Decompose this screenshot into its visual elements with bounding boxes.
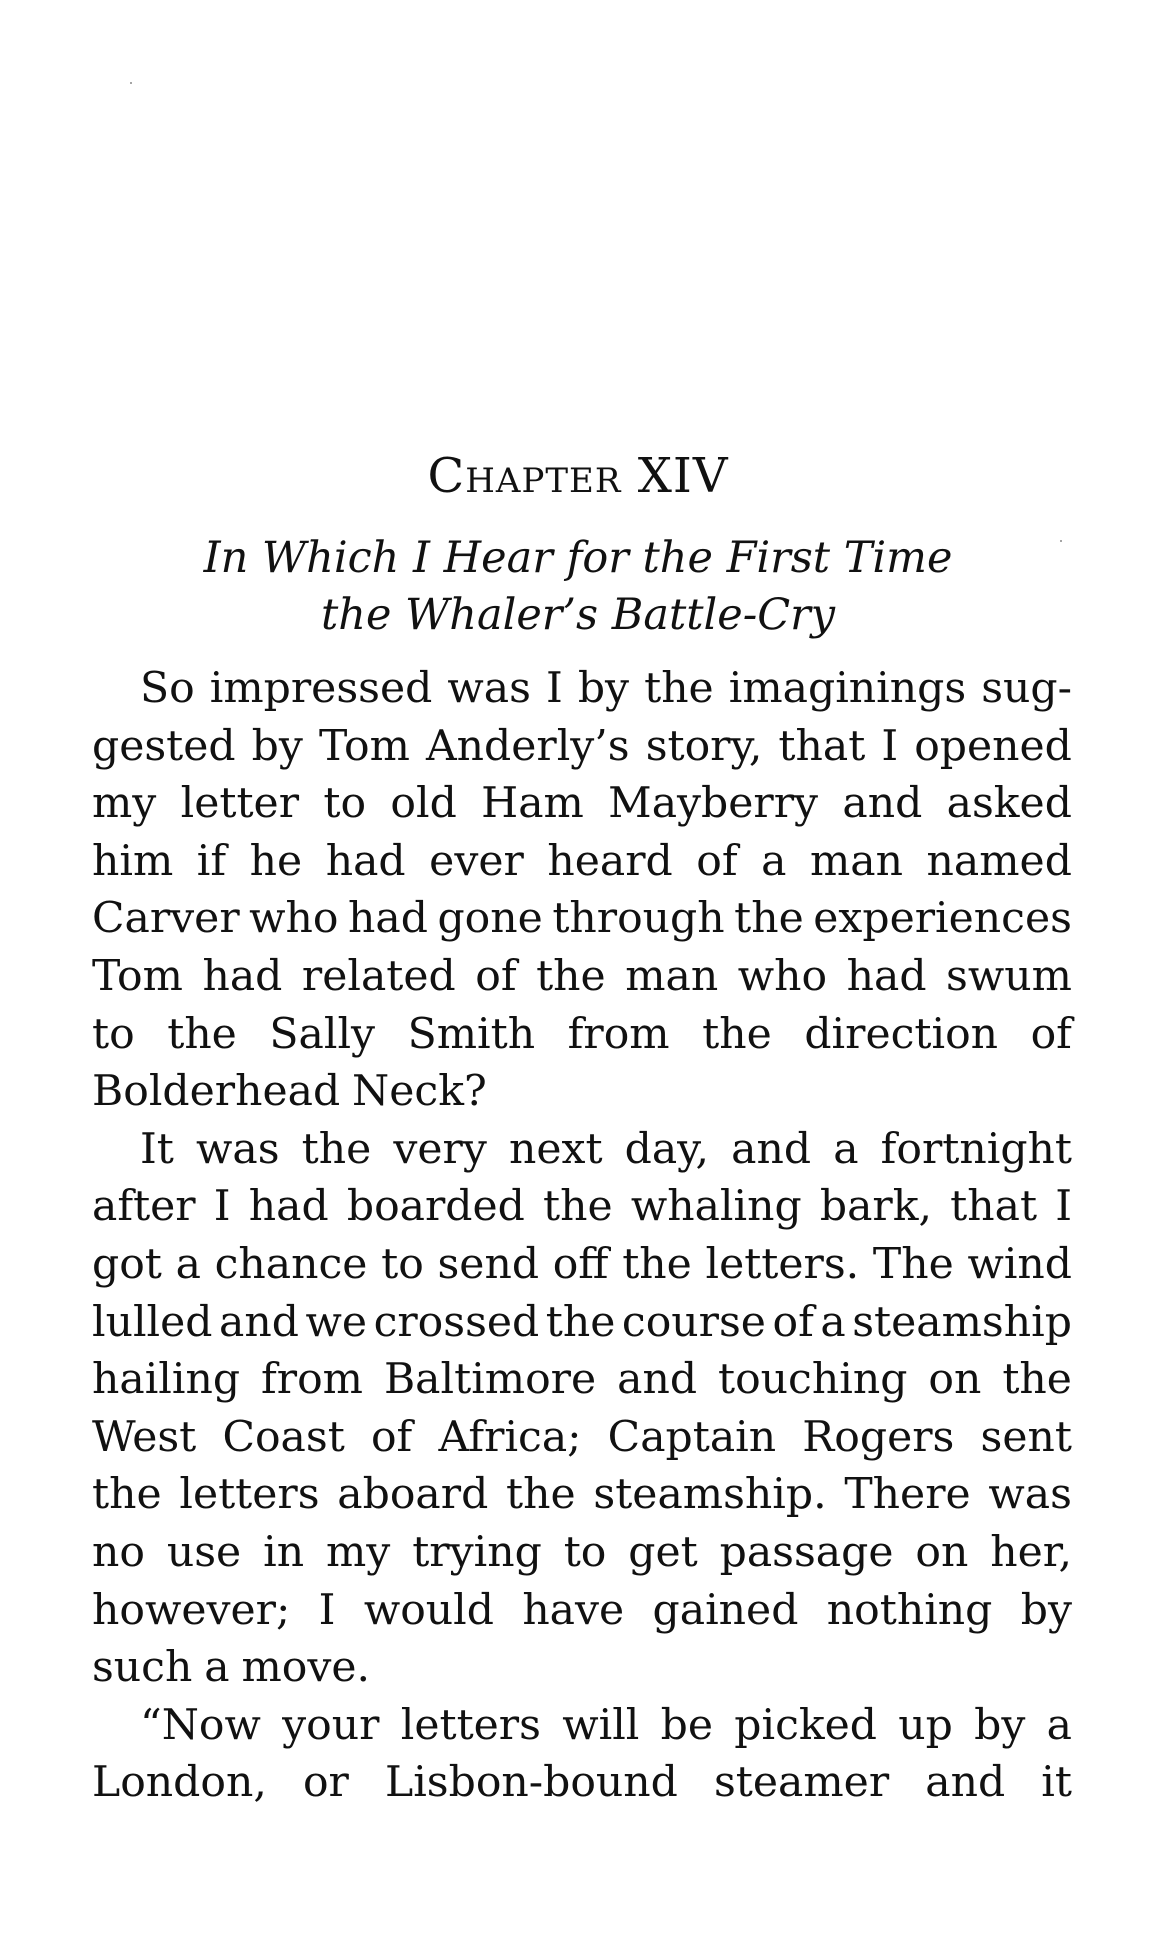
text-line (92, 1754, 1072, 1812)
word: be (660, 1700, 714, 1750)
word: very (393, 1124, 487, 1174)
word: letter (180, 779, 300, 829)
text-line (92, 718, 1072, 776)
word: man (810, 836, 904, 886)
text-line (92, 1236, 1072, 1294)
word: Baltimore (383, 1355, 597, 1405)
chapter-subtitle (0, 530, 1156, 644)
word: Smith (407, 1009, 536, 1059)
word: the (1002, 1355, 1072, 1405)
word: that (778, 721, 866, 771)
word: ever (429, 836, 524, 886)
word: was (195, 1124, 280, 1174)
word: old (390, 779, 457, 829)
text-line (92, 660, 1072, 718)
word: a (204, 1643, 230, 1693)
word: he (249, 836, 303, 886)
word: gone (437, 894, 543, 944)
word: send (437, 1239, 540, 1289)
word: direction (804, 1009, 999, 1059)
word: I (881, 721, 899, 771)
text-line (92, 1178, 1072, 1236)
word: however; (92, 1585, 291, 1635)
word: Captain (607, 1412, 777, 1462)
word: It (140, 1124, 174, 1174)
text-line (92, 948, 1072, 1006)
word: after (92, 1182, 196, 1232)
word: the (536, 951, 606, 1001)
word: the (702, 1009, 772, 1059)
word: a (1046, 1700, 1072, 1750)
word: had (248, 1182, 329, 1232)
word: picked (734, 1700, 878, 1750)
word: There (844, 1470, 971, 1520)
word: The (872, 1239, 954, 1289)
word: had (325, 836, 406, 886)
word: by (577, 664, 630, 713)
word: experiences (813, 894, 1072, 944)
chapter-heading (0, 448, 1156, 504)
word: So (140, 664, 195, 713)
word: have (522, 1585, 625, 1635)
word: we (305, 1297, 368, 1347)
word: steamship (852, 1297, 1072, 1347)
text-line (92, 1294, 1072, 1352)
word: will (562, 1700, 640, 1750)
word: to (92, 1009, 135, 1059)
body-text (92, 660, 1072, 1812)
word: a (820, 1297, 846, 1347)
word: my (326, 1527, 391, 1577)
text-line (92, 1409, 1072, 1467)
word: or (302, 1758, 349, 1808)
word: steamship. (593, 1470, 827, 1520)
word: impressed (209, 664, 433, 713)
text-line (92, 1006, 1072, 1064)
word: gested (92, 721, 236, 771)
word: touching (718, 1355, 908, 1405)
word: Sally (269, 1009, 376, 1059)
word: I (545, 664, 563, 713)
word: aboard (337, 1470, 489, 1520)
word: got (92, 1239, 162, 1289)
word: your (282, 1700, 380, 1750)
word: opened (914, 721, 1072, 771)
word: it (1041, 1758, 1072, 1808)
word: bark, (819, 1182, 932, 1232)
word: in (263, 1527, 305, 1577)
word: who (249, 894, 339, 944)
word: of (1030, 1009, 1072, 1059)
text-line (92, 890, 1072, 948)
word: story, (645, 721, 763, 771)
word: the (622, 1239, 692, 1289)
word: chance (214, 1239, 368, 1289)
word: London, (92, 1758, 267, 1808)
word: a (761, 836, 787, 886)
word: West (92, 1412, 197, 1462)
word: of (370, 1412, 413, 1462)
word: the (644, 664, 714, 713)
word: to (381, 1239, 424, 1289)
word: Africa; (438, 1412, 582, 1462)
word: who (737, 951, 828, 1001)
word: to (323, 779, 367, 829)
word: swum (946, 951, 1072, 1001)
word: was (988, 1470, 1072, 1520)
word: the (301, 1124, 372, 1174)
word: a (175, 1239, 201, 1289)
word: sent (980, 1412, 1072, 1462)
word: course (621, 1297, 766, 1347)
word: if (196, 836, 227, 886)
word: fortnight (880, 1124, 1072, 1174)
word: and (219, 1297, 299, 1347)
word: I (213, 1182, 231, 1232)
word: Mayberry (608, 779, 819, 829)
word: the (543, 1182, 613, 1232)
word: and (617, 1355, 698, 1405)
word: that (950, 1182, 1038, 1232)
word: off (552, 1239, 609, 1289)
word: the (545, 1297, 616, 1347)
word: I (1055, 1182, 1072, 1232)
word: I (318, 1585, 336, 1635)
word: was (447, 664, 531, 713)
word: the (506, 1470, 576, 1520)
chapter-label: Chapter (427, 448, 622, 504)
word: move. (241, 1643, 371, 1693)
word: Lisbon-bound (384, 1758, 678, 1808)
chapter-number: XIV (637, 448, 729, 504)
text-line (92, 1524, 1072, 1582)
word: would (363, 1585, 494, 1635)
word: Tom (318, 721, 410, 771)
word: use (166, 1527, 242, 1577)
word: Neck? (352, 1067, 487, 1117)
text-line (92, 1697, 1072, 1755)
word: him (92, 836, 174, 886)
word: the (167, 1009, 237, 1059)
word: trying (412, 1527, 542, 1577)
word: up (898, 1700, 953, 1750)
word: boarded (346, 1182, 525, 1232)
word: asked (946, 779, 1072, 829)
word: on (915, 1527, 969, 1577)
word: letters (400, 1700, 541, 1750)
word: her, (990, 1527, 1072, 1577)
word: by (251, 721, 303, 771)
word: “Now (140, 1700, 261, 1750)
word: letters (179, 1470, 320, 1520)
subtitle-line: In Which I Hear for the First Time (203, 533, 953, 583)
word: Bolderhead (92, 1067, 341, 1117)
word: Coast (222, 1412, 345, 1462)
word: of (772, 1297, 814, 1347)
text-line (92, 775, 1072, 833)
word: sug- (981, 664, 1072, 713)
word: of (475, 951, 517, 1001)
word: from (567, 1009, 670, 1059)
word: on (928, 1355, 982, 1405)
word: gained (652, 1585, 799, 1635)
word: a (833, 1124, 859, 1174)
word: and (731, 1124, 812, 1174)
word: of (696, 836, 738, 886)
word: and (842, 779, 923, 829)
word: heard (547, 836, 673, 886)
word: hailing (92, 1355, 241, 1405)
text-line (92, 1582, 1072, 1640)
word: man (625, 951, 719, 1001)
word: day, (624, 1124, 710, 1174)
word: such (92, 1643, 193, 1693)
word: Tom (92, 951, 183, 1001)
word: to (563, 1527, 607, 1577)
word: next (508, 1124, 603, 1174)
subtitle-line: the Whaler’s Battle-Cry (320, 590, 836, 640)
word: imaginings (728, 664, 967, 713)
word: lulled (92, 1297, 213, 1347)
word: get (628, 1527, 698, 1577)
text-line (92, 833, 1072, 891)
text-line (92, 1121, 1072, 1179)
word: Ham (481, 779, 584, 829)
word: the (92, 1470, 162, 1520)
word: the (734, 894, 804, 944)
word: through (552, 894, 725, 944)
text-line (92, 1466, 1072, 1524)
word: related (301, 951, 456, 1001)
word: no (92, 1527, 145, 1577)
word: had (348, 894, 428, 944)
word: Carver (92, 894, 240, 944)
word: Anderly’s (425, 721, 630, 771)
word: letters. (705, 1239, 860, 1289)
word: whaling (630, 1182, 802, 1232)
word: nothing (826, 1585, 993, 1635)
word: had (202, 951, 283, 1001)
word: by (1020, 1585, 1072, 1635)
word: steamer (714, 1758, 890, 1808)
text-line (92, 1063, 1072, 1121)
word: named (926, 836, 1072, 886)
text-line (92, 1351, 1072, 1409)
word: Rogers (802, 1412, 955, 1462)
word: my (92, 779, 157, 829)
word: crossed (373, 1297, 540, 1347)
word: wind (967, 1239, 1072, 1289)
word: by (974, 1700, 1026, 1750)
word: from (261, 1355, 363, 1405)
word: had (846, 951, 927, 1001)
text-line (92, 1639, 1072, 1697)
paper-speck (130, 82, 132, 84)
word: and (925, 1758, 1006, 1808)
word: passage (719, 1527, 894, 1577)
